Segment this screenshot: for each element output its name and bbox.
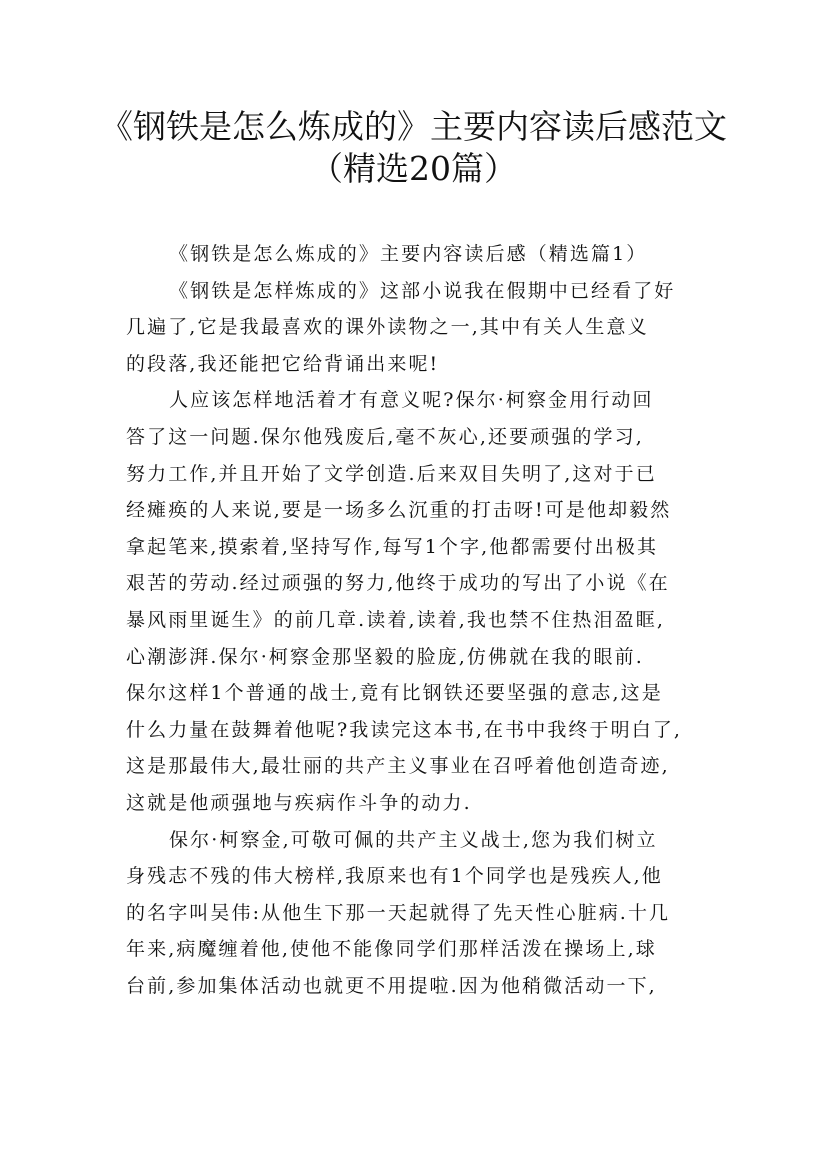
paragraph-2-line-7: 暴风雨里诞生》的前几章.读着,读着,我也禁不住热泪盈眶, [126,608,665,631]
paragraph-2-line-1: 人应该怎样地活着才有意义呢?保尔·柯察金用行动回 [169,389,654,412]
document-title-line-2: （精选20篇） [310,149,517,188]
paragraph-2-line-6: 艰苦的劳动.经过顽强的努力,他终于成功的写出了小说《在 [126,572,670,595]
section-heading: 《钢铁是怎么炼成的》主要内容读后感（精选篇1） [169,243,648,265]
paragraph-2-line-10: 什么力量在鼓舞着他呢?我读完这本书,在书中我终于明白了, [126,718,683,741]
paragraph-2-line-8: 心潮澎湃.保尔·柯察金那坚毅的脸庞,仿佛就在我的眼前. [126,645,644,668]
document-body [126,236,706,1004]
paragraph-2-line-4: 经瘫痪的人来说,要是一场多么沉重的打击呀!可是他却毅然 [126,499,672,522]
paragraph-2-line-12: 这就是他顽强地与疾病作斗争的动力. [126,791,472,814]
paragraph-2-line-9: 保尔这样1个普通的战士,竟有比钢铁还要坚强的意志,这是 [126,682,663,705]
paragraph-3-line-4: 年来,病魔缠着他,使他不能像同学们那样活泼在操场上,球 [126,938,657,961]
paragraph-2-line-2: 答了这一问题.保尔他残废后,毫不灰心,还要顽强的学习, [126,425,644,448]
paragraph-2-line-5: 拿起笔来,摸索着,坚持写作,每写1个字,他都需要付出极其 [126,535,659,558]
paragraph-2-line-11: 这是那最伟大,最壮丽的共产主义事业在召呼着他创造奇迹, [126,755,670,778]
paragraph-3-line-1: 保尔·柯察金,可敬可佩的共产主义战士,您为我们树立 [169,828,658,851]
document-title-line-1: 《钢铁是怎么炼成的》主要内容读后感范文 [100,107,727,146]
paragraph-3-line-3: 的名字叫吴伟:从他生下那一天起就得了先天性心脏病.十几 [126,901,671,924]
paragraph-3-line-2: 身残志不残的伟大榜样,我原来也有1个同学也是残疾人,他 [126,865,663,888]
paragraph-2-line-3: 努力工作,并且开始了文学创造.后来双目失明了,这对于已 [126,462,657,485]
paragraph-1-line-3: 的段落,我还能把它给背诵出来呢! [126,352,440,375]
paragraph-1-line-1: 《钢铁是怎样炼成的》这部小说我在假期中已经看了好 [169,279,676,302]
paragraph-1-line-2: 几遍了,它是我最喜欢的课外读物之一,其中有关人生意义 [126,316,649,339]
paragraph-3-line-5: 台前,参加集体活动也就更不用提啦.因为他稍微活动一下, [126,974,657,997]
